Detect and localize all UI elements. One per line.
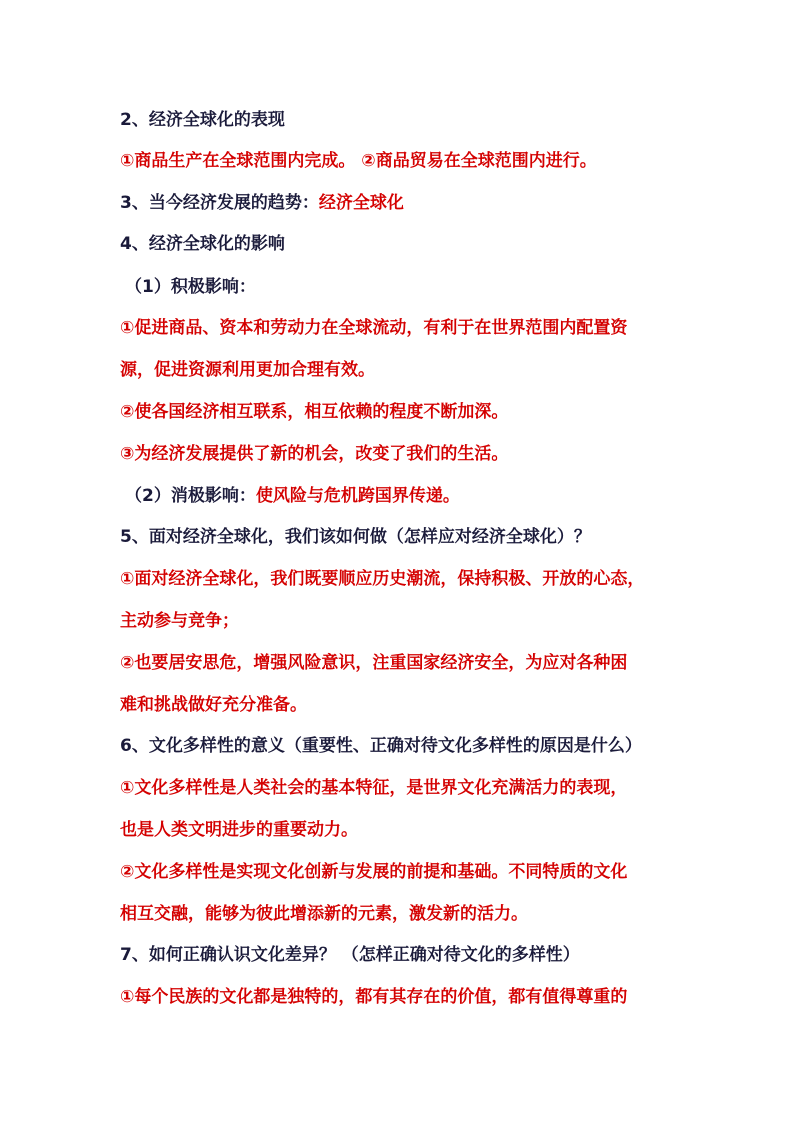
text-line: ①每个民族的文化都是独特的，都有其存在的价值，都有值得尊重的: [120, 987, 628, 1007]
heading-2: 2、经济全球化的表现: [120, 110, 285, 130]
text-line: ①商品生产在全球范围内完成。 ②商品贸易在全球范围内进行。: [120, 151, 597, 171]
text-line: ②使各国经济相互联系，相互依赖的程度不断加深。: [120, 402, 509, 422]
text-line: ②也要居安思危，增强风险意识，注重国家经济安全，为应对各种困: [120, 653, 628, 673]
heading-5: 5、面对经济全球化，我们该如何做（怎样应对经济全球化）？: [120, 527, 591, 547]
text-line: 相互交融，能够为彼此增添新的元素，激发新的活力。: [120, 904, 528, 924]
subheading-negative: （2）消极影响：使风险与危机跨国界传递。: [125, 486, 460, 506]
text-line: 源，促进资源利用更加合理有效。: [120, 360, 375, 380]
text-line: ③为经济发展提供了新的机会，改变了我们的生活。: [120, 444, 509, 464]
heading-7: 7、如何正确认识文化差异？ （怎样正确对待文化的多样性）: [120, 945, 580, 965]
heading-3: 3、当今经济发展的趋势：经济全球化: [120, 193, 404, 213]
subheading-positive: （1）积极影响：: [125, 277, 256, 297]
text-line: 难和挑战做好充分准备。: [120, 695, 307, 715]
heading-4: 4、经济全球化的影响: [120, 234, 285, 254]
text-line: 主动参与竞争；: [120, 611, 239, 631]
text-line: ①面对经济全球化，我们既要顺应历史潮流，保持积极、开放的心态，: [120, 569, 645, 589]
text-line: ①促进商品、资本和劳动力在全球流动，有利于在世界范围内配置资: [120, 318, 628, 338]
text-line: 也是人类文明进步的重要动力。: [120, 820, 358, 840]
text-line: ②文化多样性是实现文化创新与发展的前提和基础。不同特质的文化: [120, 862, 628, 882]
text-line: ①文化多样性是人类社会的基本特征，是世界文化充满活力的表现，: [120, 778, 628, 798]
heading-6: 6、文化多样性的意义（重要性、正确对待文化多样性的原因是什么）: [120, 736, 642, 756]
